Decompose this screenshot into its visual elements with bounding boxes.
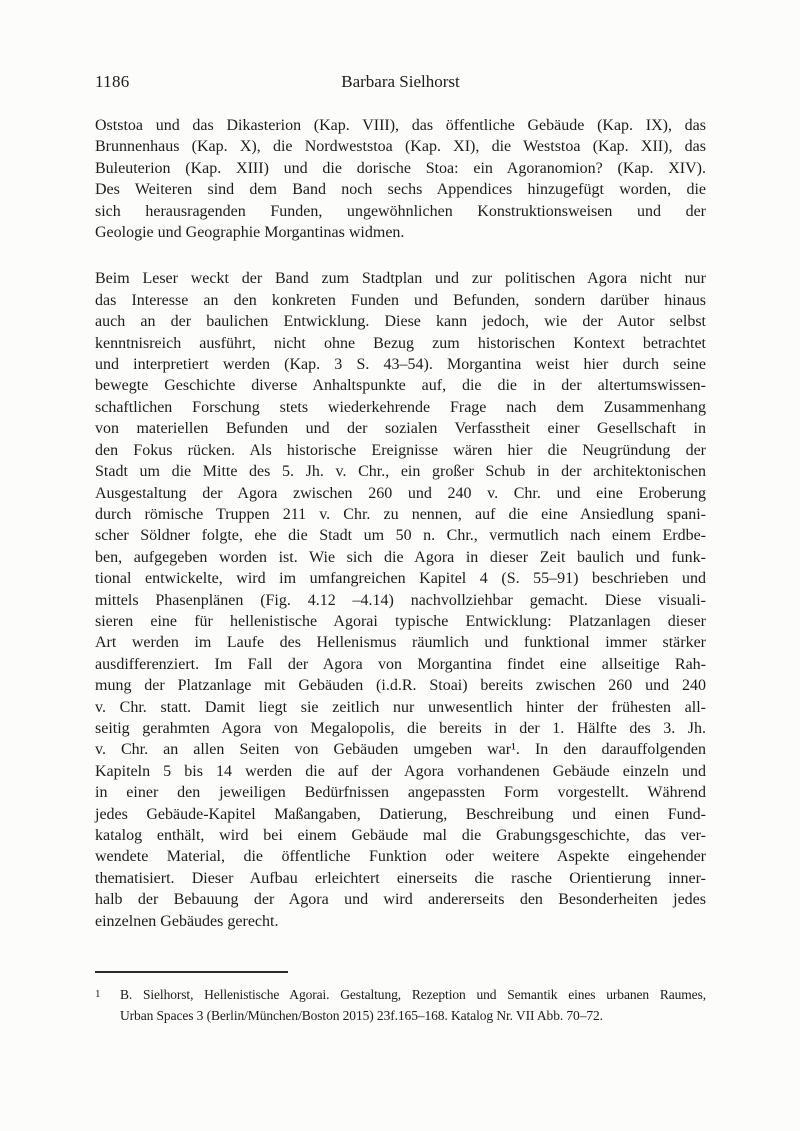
text-line: Des Weiteren sind dem Band noch sechs Appendices hinzugefügt worden, die xyxy=(95,181,706,199)
text-line: wendete Material, die öffentliche Funktion oder weitere Aspekte eingehender xyxy=(95,848,706,866)
text-line: bewegte Geschichte diverse Anhaltspunkte auf, die die in der altertumswissen- xyxy=(95,377,706,395)
text-line: jedes Gebäude-Kapitel Maßangaben, Datierung, Beschreibung und einen Fund- xyxy=(95,805,706,823)
text-line: ausdifferenziert. Im Fall der Agora von Morgantina findet eine allseitige Rah- xyxy=(95,655,706,673)
footnote-area xyxy=(95,971,706,1026)
running-header xyxy=(95,72,706,92)
text-line: scher Söldner folgte, ehe die Stadt um 50 n. Chr., vermutlich nach einem Erdbe- xyxy=(95,527,706,545)
text-line: halb der Bebauung der Agora und wird andererseits den Besonderheiten jedes xyxy=(95,891,706,909)
text-line: durch römische Truppen 211 v. Chr. zu nennen, auf die eine Ansiedlung spani- xyxy=(95,505,706,523)
text-line: Beim Leser weckt der Band zum Stadtplan und zur politischen Agora nicht nur xyxy=(95,270,706,288)
text-line: Brunnenhaus (Kap. X), die Nordweststoa (Kap. XI), die Weststoa (Kap. XII), das xyxy=(95,138,706,156)
footnote-number: 1 xyxy=(95,987,101,1000)
text-line: katalog enthält, wird bei einem Gebäude mal die Grabungsgeschichte, das ver- xyxy=(95,827,706,844)
text-line: tional entwickelte, wird im umfangreichen Kapitel 4 (S. 55–91) beschrieben und xyxy=(95,570,706,588)
text-line: Ausgestaltung der Agora zwischen 260 und 240 v. Chr. und eine Eroberung xyxy=(95,484,706,502)
paragraph-main xyxy=(95,268,706,932)
text-line: Urban Spaces 3 (Berlin/München/Boston 2015) 23f.165–168. Katalog Nr. VII Abb. 70–72. xyxy=(120,1008,603,1024)
text-line: Stadt um die Mitte des 5. Jh. v. Chr., ein großer Schub in der architektonischen xyxy=(95,463,706,481)
text-line: von materiellen Befunden und der sozialen Verfasstheit einer Gesellschaft in xyxy=(95,420,706,438)
text-line: v. Chr. statt. Damit liegt sie zeitlich nur unwesentlich hinter der frühesten all- xyxy=(95,698,706,716)
text-line: und interpretiert werden (Kap. 3 S. 43–54). Morgantina weist hier durch seine xyxy=(95,356,706,374)
text-line: den Fokus rücken. Als historische Ereignisse wären hier die Neugründung der xyxy=(95,441,706,459)
text-line: einzelnen Gebäudes gerecht. xyxy=(95,912,279,930)
text-line: v. Chr. an allen Seiten von Gebäuden umgeben war¹. In den darauffolgenden xyxy=(95,741,706,759)
text-line: mung der Platzanlage mit Gebäuden (i.d.R. Stoai) bereits zwischen 260 und 240 xyxy=(95,677,706,695)
text-line: B. Sielhorst, Hellenistische Agorai. Gestaltung, Rezeption und Semantik eines urbanen Raumes, xyxy=(120,987,706,1003)
text-line: sieren eine für hellenistische Agorai typische Entwicklung: Platzanlagen dieser xyxy=(95,612,706,630)
page-number: 1186 xyxy=(95,72,130,91)
text-line: mittels Phasenplänen (Fig. 4.12 –4.14) nachvollziehbar gemacht. Diese visuali- xyxy=(95,591,706,609)
text-line: Kapiteln 5 bis 14 werden die auf der Agora vorhandenen Gebäude einzeln und xyxy=(95,762,706,780)
text-line: Geologie und Geographie Morgantinas widmen. xyxy=(95,224,405,242)
review-body xyxy=(95,115,706,932)
text-line: schaftlichen Forschung stets wiederkehrende Frage nach dem Zusammenhang xyxy=(95,398,706,416)
text-line: sich herausragenden Funden, ungewöhnlichen Konstruktionsweisen und der xyxy=(95,202,706,220)
text-line: seitig gerahmten Agora von Megalopolis, die bereits in der 1. Hälfte des 3. Jh. xyxy=(95,719,706,737)
footnote xyxy=(95,984,706,1026)
text-line: kenntnisreich ausführt, nicht ohne Bezug zum historischen Kontext betrachtet xyxy=(95,334,706,352)
text-line: Oststoa und das Dikasterion (Kap. VIII), das öffentliche Gebäude (Kap. IX), das xyxy=(95,117,706,134)
text-line: das Interesse an den konkreten Funden und Befunden, sondern darüber hinaus xyxy=(95,291,706,309)
text-line: thematisiert. Dieser Aufbau erleichtert einerseits die rasche Orientierung inner- xyxy=(95,869,706,887)
text-line: in einer den jeweiligen Bedürfnissen angepassten Form vorgestellt. Während xyxy=(95,784,706,802)
footnote-separator-rule xyxy=(95,971,288,973)
text-line: ben, aufgegeben worden ist. Wie sich die Agora in dieser Zeit baulich und funk- xyxy=(95,548,706,566)
running-head-author: Barbara Sielhorst xyxy=(341,72,460,91)
footnote-text xyxy=(120,984,706,1026)
text-line: Buleuterion (Kap. XIII) und die dorische Stoa: ein Agoranomion? (Kap. XIV). xyxy=(95,159,706,177)
paragraph-continuation xyxy=(95,115,706,243)
text-line: auch an der baulichen Entwicklung. Diese kann jedoch, wie der Autor selbst xyxy=(95,313,706,331)
text-line: Art werden im Laufe des Hellenismus räumlich und funktional immer stärker xyxy=(95,634,706,652)
